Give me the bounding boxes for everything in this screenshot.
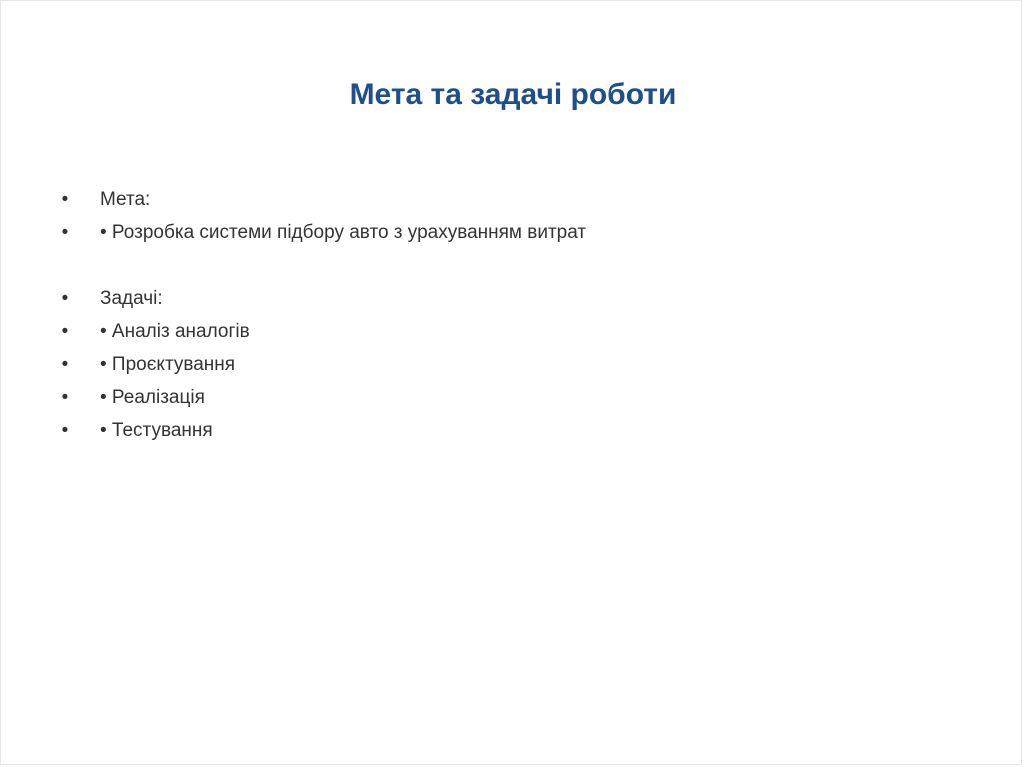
slide-title: Мета та задачі роботи bbox=[349, 78, 677, 111]
list-item-text: Задачі: bbox=[100, 288, 163, 309]
bullet-list bbox=[59, 183, 959, 447]
list-item-text: • Реалізація bbox=[100, 387, 205, 408]
list-item-text: • Проєктування bbox=[100, 354, 236, 375]
bullet-icon: • bbox=[61, 189, 69, 210]
bullet-icon: • bbox=[61, 288, 69, 309]
list-item-text: • Аналіз аналогів bbox=[100, 321, 250, 342]
list-item bbox=[59, 183, 959, 216]
list-item bbox=[59, 381, 959, 414]
list-item bbox=[59, 315, 959, 348]
list-item-text: • Розробка системи підбору авто з урахуванням витрат bbox=[100, 222, 587, 243]
bullet-icon: • bbox=[61, 387, 69, 408]
list-item-text: • Тестування bbox=[100, 420, 213, 441]
bullet-icon: • bbox=[61, 321, 69, 342]
bullet-icon: • bbox=[61, 354, 69, 375]
list-item bbox=[59, 414, 959, 447]
list-item bbox=[59, 348, 959, 381]
bullet-icon: • bbox=[61, 222, 69, 243]
list-item bbox=[59, 282, 959, 315]
list-item-text: Мета: bbox=[100, 189, 151, 210]
list-item bbox=[59, 216, 959, 249]
bullet-icon: • bbox=[61, 420, 69, 441]
